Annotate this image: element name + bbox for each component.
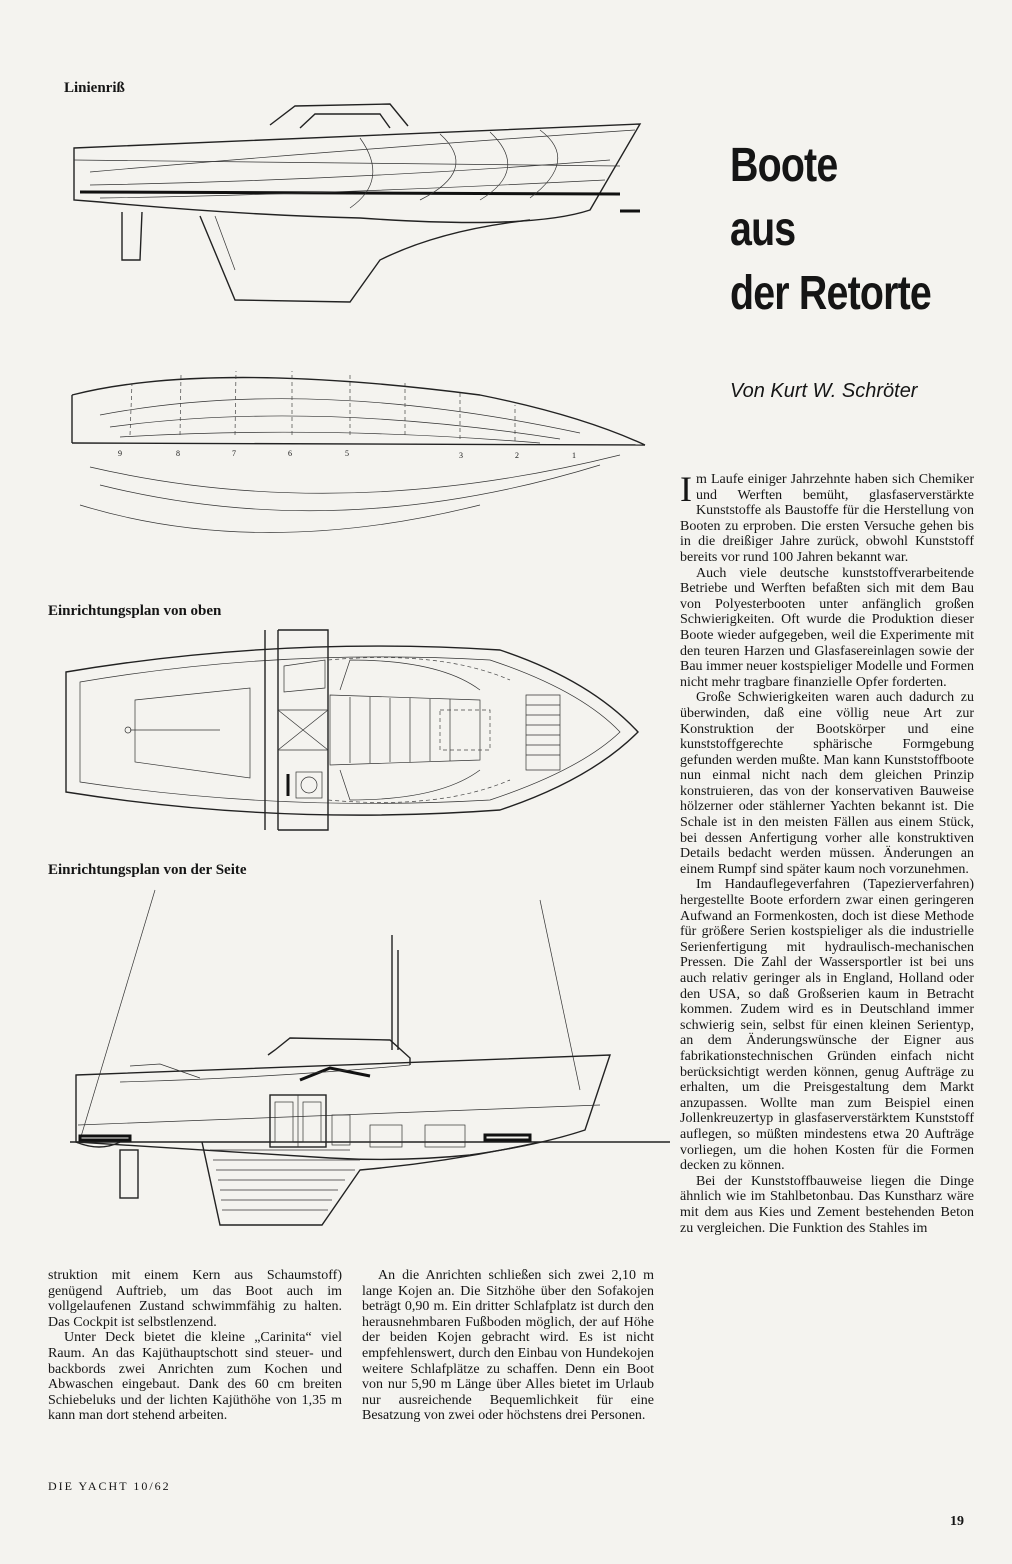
arrangement-plan-top-drawing [60, 630, 650, 830]
station-1: 1 [572, 451, 576, 460]
right-col-paragraph-3: Große Schwierigkeiten waren auch dadurch zu überwinden, daß eine völlig neue Art zur Konstruktion der Bootskörper und eine kunststoffgerechte sphärische Formgebung gefunden werden mußte. Man kann Kunststoffboote nun einmal nicht nach dem gleichen Prinzip konstruieren, das von der konservativen Bauweise hölzerner oder stählerner Yachten bekannt ist. Die Schale ist in den meisten Fällen aus einem Stück, bei dessen Anfertigung vorher alle konstruktiven Details bedacht werden müssen. Änderungen an einem Rumpf sind später kaum noch vorzunehmen. [680, 690, 974, 877]
title-line-3: der Retorte [730, 267, 931, 320]
station-3: 3 [459, 451, 463, 460]
lines-plan-profile-drawing [60, 90, 660, 310]
mid-col-paragraph-1: An die Anrichten schließen sich zwei 2,10 m lange Kojen an. Die Sitzhöhe über den Sofakojen beträgt 0,90 m. Ein dritter Schlafplatz ist durch den herausnehmbaren Fußboden möglich, der auf Höhe der beiden Kojen gebracht wird. Es ist nicht empfehlenswert, durch den Einbau von Hundekojen weitere Schlafplätze zu schaffen. Denn ein Boot von nur 5,90 m Länge über Alles bietet im Urlaub nur ausreichende Bequemlichkeit für eine Besatzung von zwei oder höchstens drei Personen. [362, 1268, 654, 1424]
dropcap: I [680, 469, 692, 509]
station-9: 9 [118, 449, 122, 458]
title-line-2: aus [730, 203, 796, 256]
article-middle-column [362, 1268, 654, 1424]
right-col-paragraph-5: Bei der Kunststoffbauweise liegen die Dinge ähnlich wie im Stahlbetonbau. Das Kunstharz wäre mit dem aus Kies und Zement bestehenden Beton zu vergleichen. Die Funktion des Stahles im [680, 1173, 974, 1236]
byline: Von Kurt W. Schröter [730, 380, 918, 402]
station-6: 6 [288, 449, 292, 458]
caption-lines-plan: Linienriß [64, 80, 125, 96]
article-right-column [680, 469, 974, 1236]
station-8: 8 [176, 449, 180, 458]
article-left-column [48, 1268, 342, 1424]
station-7: 7 [232, 449, 236, 458]
page-number: 19 [950, 1514, 964, 1529]
left-col-paragraph-2: Unter Deck bietet die kleine „Carinita“ viel Raum. An das Kajüthauptschott sind steuer- und backbords zwei Anrichten zum Kochen und Abwaschen eingebaut. Dank des 60 cm breiten Schiebeluks und der lichten Kajüthöhe von 1,35 m kann man dort stehend arbeiten. [48, 1330, 342, 1424]
caption-plan-top: Einrichtungsplan von oben [48, 603, 222, 619]
station-2: 2 [515, 451, 519, 460]
station-5: 5 [345, 449, 349, 458]
right-col-paragraph-1: m Laufe einiger Jahrzehnte haben sich Chemiker und Werften bemüht, glasfaserverstärkte Kunststoffe als Baustoffe für die Herstellung von Booten zu erproben. Die ersten Versuche gehen bis in die dreißiger Jahre zurück, obwohl Kunststoff bereits vor rund 100 Jahren bekannt war. [680, 472, 974, 565]
title-line-1: Boote [730, 139, 838, 192]
right-col-paragraph-4: Im Handauflegeverfahren (Tapezierverfahren) hergestellte Boote erfordern zwar einen geringeren Aufwand an Formenkosten, doch ist diese Methode für größere Serien kostspieliger als die industrielle Serienfertigung mit hydraulisch-mechanischen Pressen. Die Zahl der Wassersportler ist bei uns auch relativ geringer als in England, Holland oder den USA, so daß Großserien kaum in Betracht kommen. Zudem wird es in Deutschland immer schwierig sein, selbst für einen kleinen Serientyp, an dem Änderungswünsche der Eigner aus fabrikationstechnischen Gründen einfach nicht berücksichtigt werden können, genug Aufträge zu erhalten, um die Preisgestaltung dem Markt anzupassen. Wollte man zum Beispiel einen Jollenkreuzertyp in glasfaserverstärktem Kunststoff auflegen, so müßten mindestens etwa 20 Aufträge vorliegen, um die hohen Kosten für die Formen decken zu können. [680, 877, 974, 1174]
lines-plan-waterlines-drawing [60, 355, 660, 575]
magazine-footer: DIE YACHT 10/62 [48, 1479, 171, 1493]
caption-plan-side: Einrichtungsplan von der Seite [48, 862, 247, 878]
arrangement-plan-side-drawing [70, 880, 670, 1250]
left-col-paragraph-1: struktion mit einem Kern aus Schaumstoff) genügend Auftrieb, um das Boot auch im vollgelaufenen Zustand schwimmfähig zu halten. Das Cockpit ist selbstlenzend. [48, 1268, 342, 1330]
article-title [730, 134, 931, 326]
right-col-paragraph-2: Auch viele deutsche kunststoffverarbeitende Betriebe und Werften befaßten sich mit dem Bau von Polyesterbooten unter anfänglich großen Schwierigkeiten. Oft wurde die Produktion dieser Boote wieder aufgegeben, weil die Experimente mit den teuren Harzen und Glasfasereinlagen sowie der Bau immer neuer kostspieliger Modelle und Formen nicht mehr tragbare finanzielle Opfer forderten. [680, 565, 974, 690]
